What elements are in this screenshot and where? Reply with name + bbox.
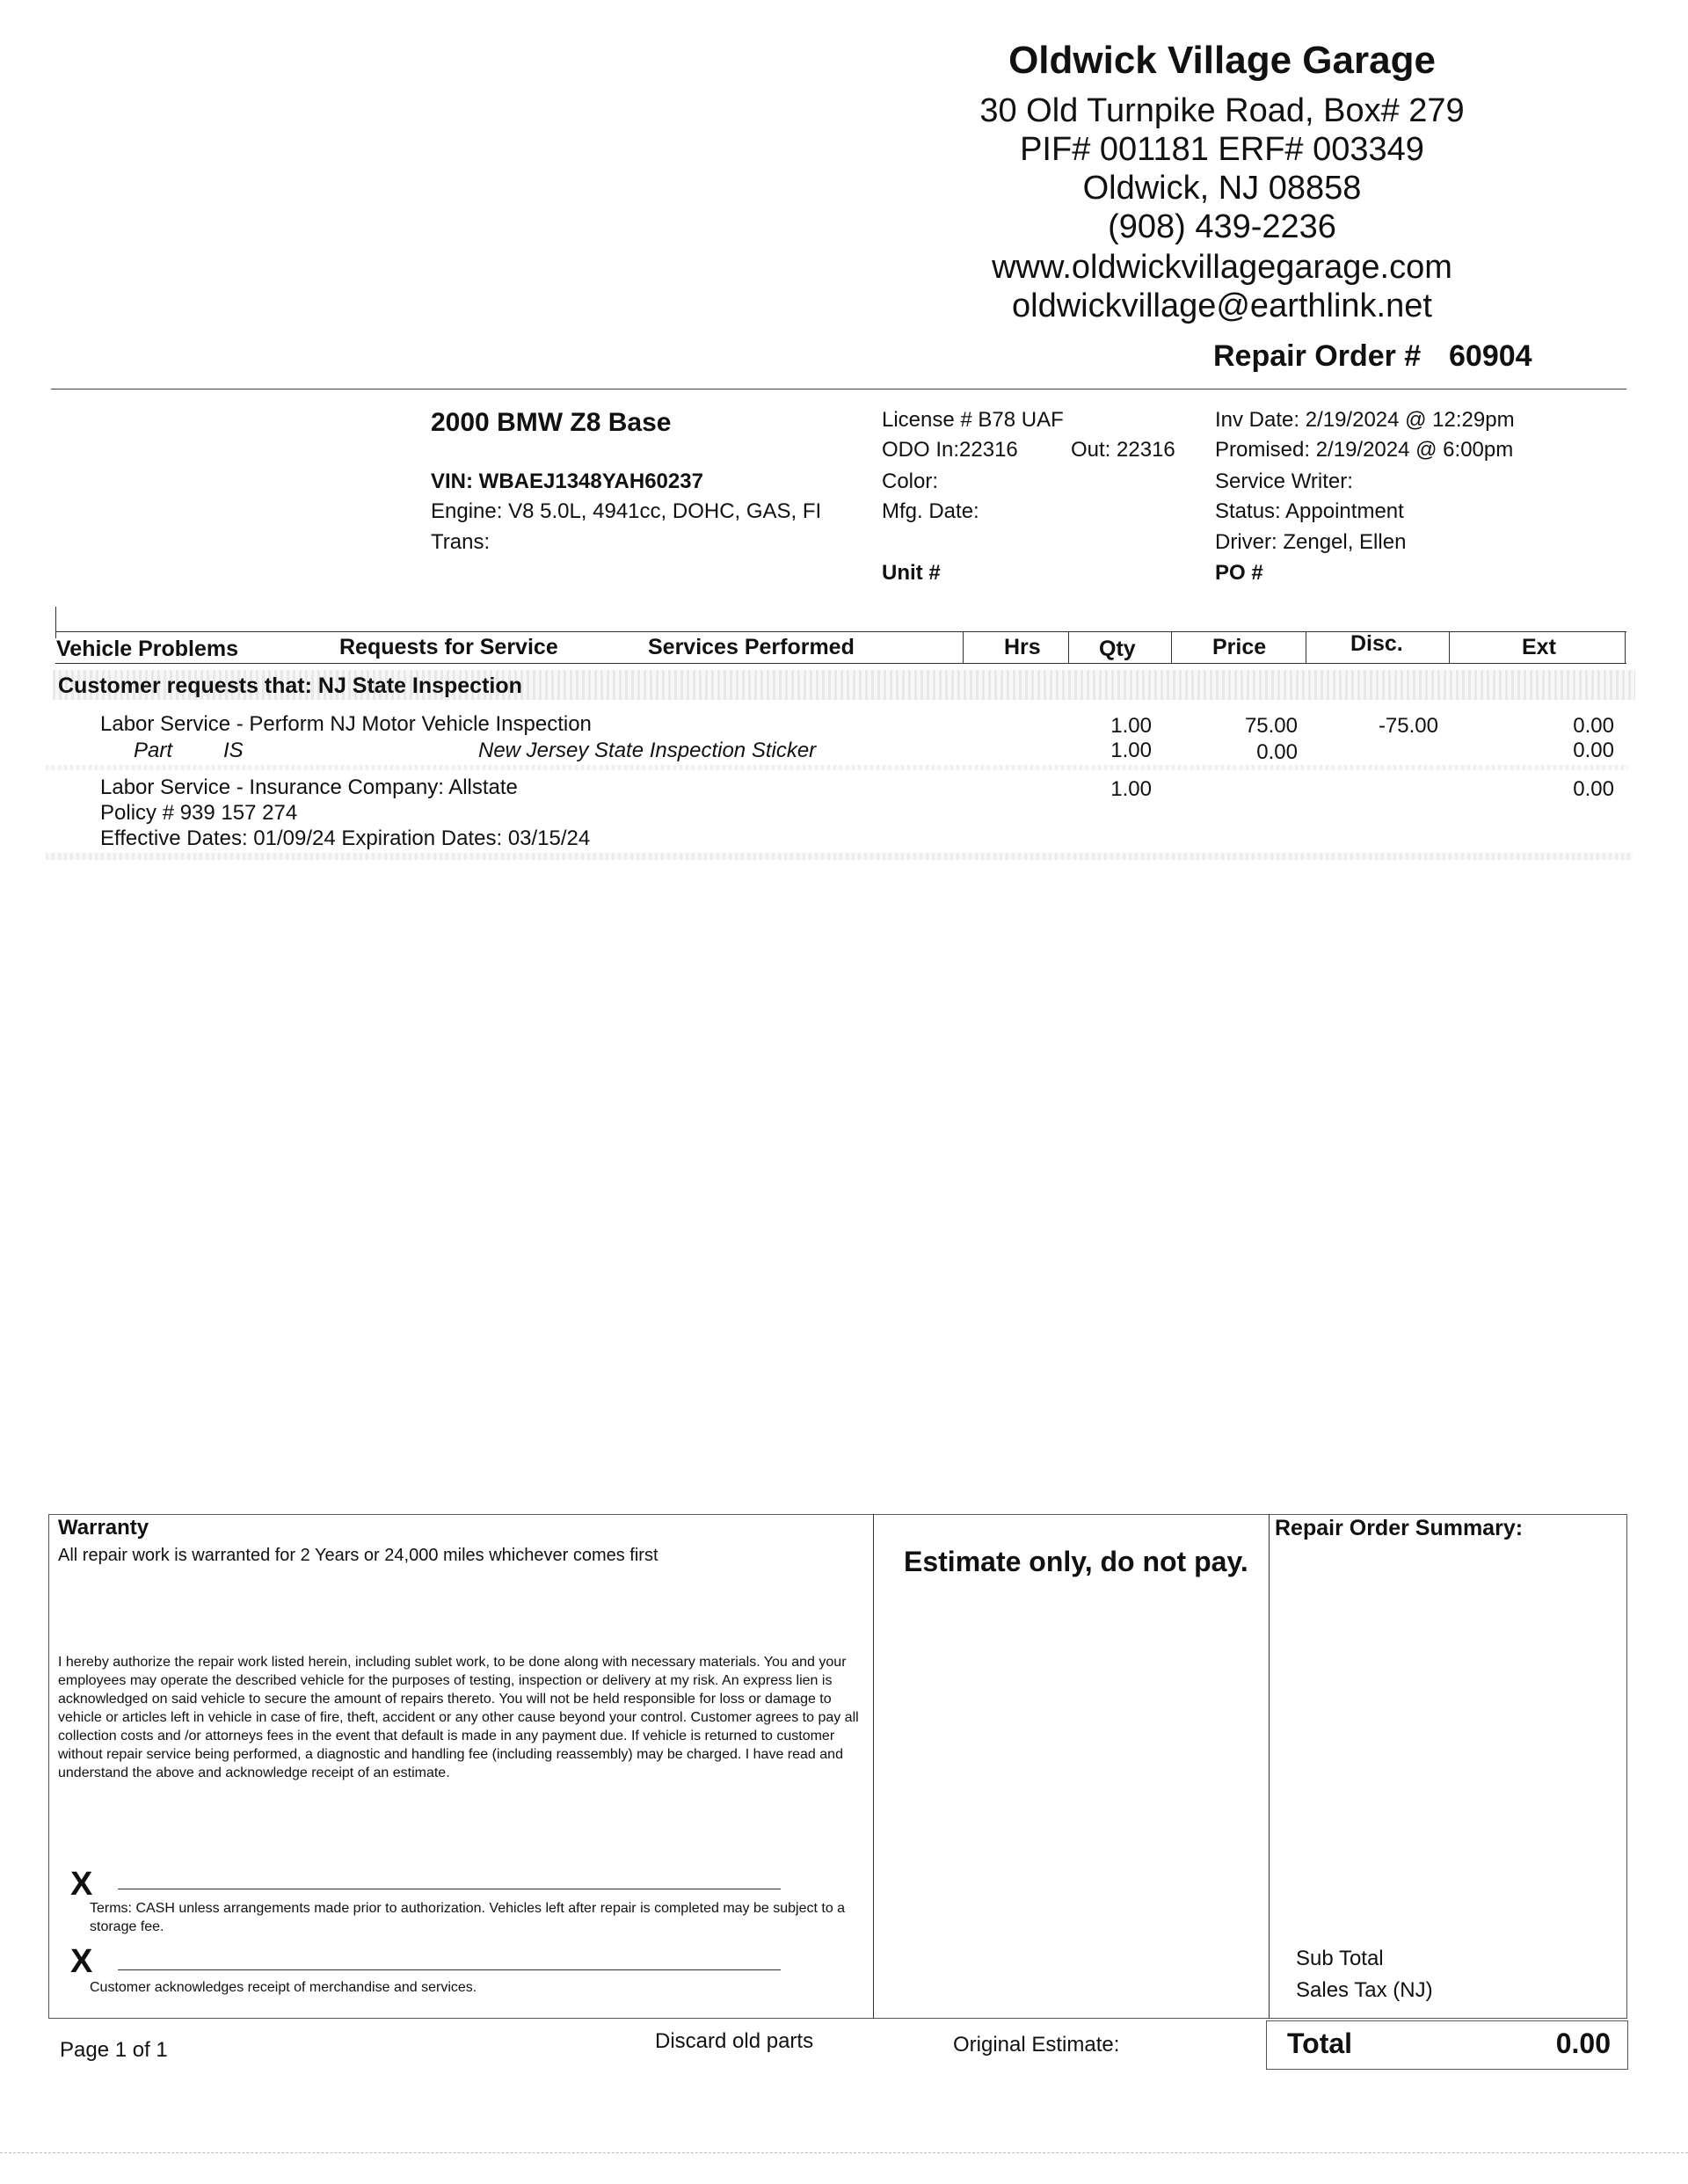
col-divider xyxy=(1068,631,1069,663)
table-header-bottom-rule xyxy=(55,663,1626,664)
business-name: Oldwick Village Garage xyxy=(1008,39,1436,82)
business-website: www.oldwickvillagegarage.com xyxy=(992,249,1452,286)
part-qty: 1.00 xyxy=(1110,739,1152,762)
driver-name: Driver: Zengel, Ellen xyxy=(1215,530,1407,554)
repair-order-label: Repair Order # xyxy=(1213,339,1422,373)
col-header-services: Services Performed xyxy=(648,635,855,659)
business-email: oldwickvillage@earthlink.net xyxy=(1012,288,1432,324)
insurance-dates: Effective Dates: 01/09/24 Expiration Dates: 03/15/24 xyxy=(100,826,591,850)
summary-title: Repair Order Summary: xyxy=(1275,1516,1524,1540)
col-divider xyxy=(1449,631,1450,663)
line-item-ext: 0.00 xyxy=(1573,714,1614,738)
discard-old-parts: Discard old parts xyxy=(655,2029,814,2053)
items-end-shading xyxy=(46,853,1633,860)
insurance-line-description: Labor Service - Insurance Company: Allstate xyxy=(100,775,518,799)
business-address: 30 Old Turnpike Road, Box# 279 xyxy=(979,92,1465,129)
part-label: Part xyxy=(134,739,173,762)
odo-in: ODO In:22316 xyxy=(882,438,1018,462)
mfg-date: Mfg. Date: xyxy=(882,499,979,523)
sub-total-label: Sub Total xyxy=(1296,1947,1384,1970)
col-header-disc: Disc. xyxy=(1350,631,1403,656)
authorization-text: I hereby authorize the repair work listed herein, including sublet work, to be done along with necessary materials. You and your employees may operate the described vehicle for the purposes of testing, inspection or delivery at my risk. An express lien is acknowledged on said vehicle to secure the amount of repairs thereto. You will not be held responsible for loss or damage to vehicle or articles left in vehicle in case of fire, theft, accident or any other cause beyond your control. Customer agrees to pay all collection costs and /or attorneys fees in the event that default is made in any payment due. If vehicle is returned to customer without repair service being performed, a diagnostic and handling fee (including reassembly) may be charged. I have read and understand the above and acknowledge receipt of an estimate. xyxy=(58,1655,859,1780)
warranty-text: All repair work is warranted for 2 Years or 24,000 miles whichever comes first xyxy=(58,1546,658,1565)
col-header-ext: Ext xyxy=(1522,635,1556,659)
line-item-discount: -75.00 xyxy=(1378,714,1438,738)
table-left-tick xyxy=(55,607,56,638)
unit-number: Unit # xyxy=(882,561,941,585)
receipt-acknowledgement: Customer acknowledges receipt of merchandise and services. xyxy=(90,1980,477,1995)
part-ext: 0.00 xyxy=(1573,739,1614,762)
warranty-divider xyxy=(873,1514,874,2019)
original-estimate-label: Original Estimate: xyxy=(953,2033,1120,2057)
warranty-title: Warranty xyxy=(58,1516,149,1540)
col-header-hrs: Hrs xyxy=(1004,635,1041,659)
repair-order-number: 60904 xyxy=(1449,339,1532,373)
group-title: Customer requests that: NJ State Inspection xyxy=(58,673,522,698)
line-item-price: 75.00 xyxy=(1244,714,1298,738)
estimate-notice: Estimate only, do not pay. xyxy=(904,1546,1248,1577)
col-header-price: Price xyxy=(1212,635,1267,659)
business-ids: PIF# 001181 ERF# 003349 xyxy=(1020,131,1424,168)
scan-edge xyxy=(0,2152,1688,2153)
vehicle-name: 2000 BMW Z8 Base xyxy=(431,408,672,437)
col-divider xyxy=(1171,631,1172,663)
insurance-policy: Policy # 939 157 274 xyxy=(100,801,298,825)
vehicle-vin: VIN: WBAEJ1348YAH60237 xyxy=(431,470,703,493)
vehicle-trans: Trans: xyxy=(431,530,491,554)
insurance-line-ext: 0.00 xyxy=(1573,777,1614,801)
signature-mark: X xyxy=(70,1866,93,1903)
business-city: Oldwick, NJ 08858 xyxy=(1082,170,1362,207)
po-number: PO # xyxy=(1215,561,1263,585)
receipt-signature-mark: X xyxy=(70,1943,93,1980)
invoice-date: Inv Date: 2/19/2024 @ 12:29pm xyxy=(1215,408,1515,432)
vehicle-engine: Engine: V8 5.0L, 4941cc, DOHC, GAS, FI xyxy=(431,499,822,523)
vehicle-color: Color: xyxy=(882,470,939,493)
service-writer: Service Writer: xyxy=(1215,470,1353,493)
page-indicator: Page 1 of 1 xyxy=(60,2038,168,2062)
license-number: License # B78 UAF xyxy=(882,408,1064,432)
line-item-qty: 1.00 xyxy=(1110,714,1152,738)
business-phone: (908) 439-2236 xyxy=(1108,208,1336,245)
part-description: New Jersey State Inspection Sticker xyxy=(478,739,817,762)
col-header-requests: Requests for Service xyxy=(339,635,558,659)
part-code: IS xyxy=(223,739,244,762)
part-price: 0.00 xyxy=(1256,740,1298,764)
line-item-description: Labor Service - Perform NJ Motor Vehicle Inspection xyxy=(100,712,592,736)
col-header-qty: Qty xyxy=(1099,637,1136,661)
total-value: 0.00 xyxy=(1555,2027,1611,2059)
payment-terms: Terms: CASH unless arrangements made prior to authorization. Vehicles left after repair is completed may be subject to a storage fee. xyxy=(90,1901,846,1934)
insurance-line-qty: 1.00 xyxy=(1110,777,1152,801)
promised-date: Promised: 2/19/2024 @ 6:00pm xyxy=(1215,438,1514,462)
col-divider xyxy=(963,631,964,663)
order-status: Status: Appointment xyxy=(1215,499,1404,523)
row-separator-shading xyxy=(46,765,1628,770)
total-label: Total xyxy=(1287,2027,1353,2059)
col-header-vehicle-problems: Vehicle Problems xyxy=(56,637,239,661)
summary-divider xyxy=(1269,1514,1270,2019)
col-divider xyxy=(1625,631,1626,663)
receipt-signature-line xyxy=(118,1969,781,1970)
odo-out: Out: 22316 xyxy=(1071,438,1175,462)
sales-tax-label: Sales Tax (NJ) xyxy=(1296,1978,1433,2002)
